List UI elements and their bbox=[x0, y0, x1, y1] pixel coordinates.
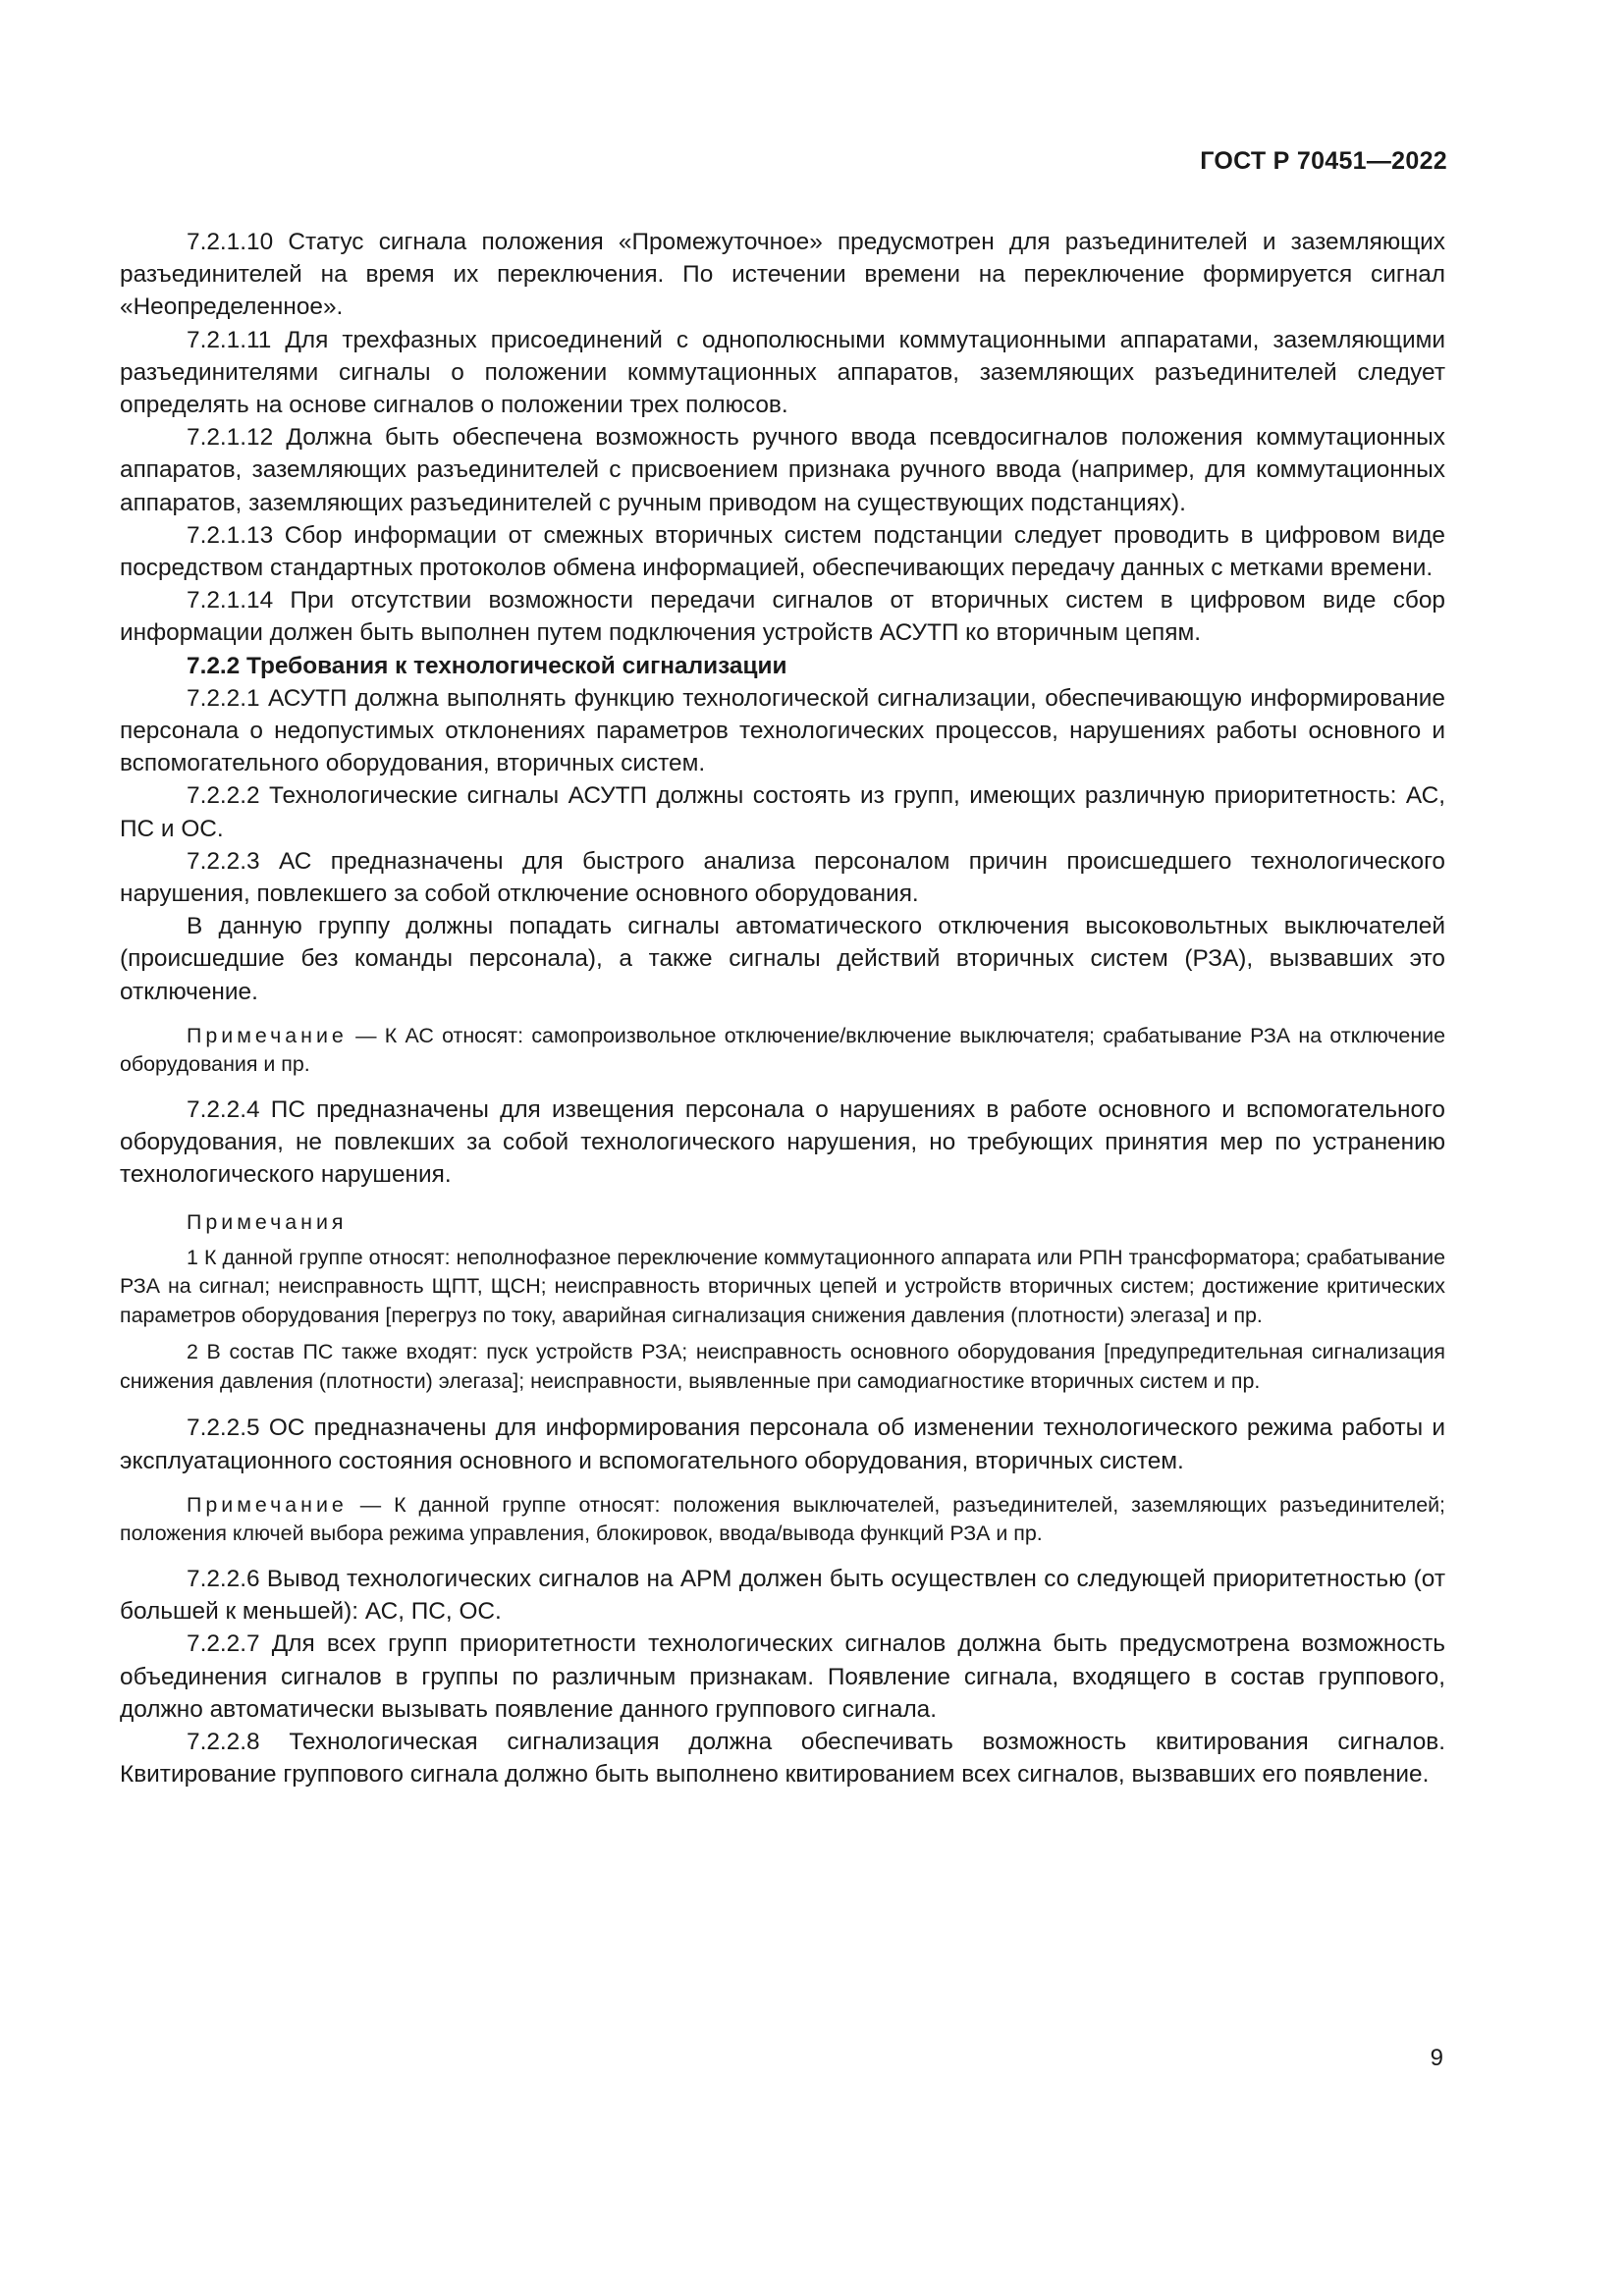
paragraph-7-2-2-4: 7.2.2.4 ПС предназначены для извещения персонала о нарушениях в работе основного и вспомогательного оборудования, не повлекших за собой технологического нарушения, но требующих принятия мер по устранению технологического нарушения. bbox=[120, 1095, 1445, 1189]
paragraph-7-2-2-1: 7.2.2.1 АСУТП должна выполнять функцию технологической сигнализации, обеспечивающую информирование персонала о недопустимых отклонениях параметров технологических процессов, нарушениях работы основного и вспомогательного оборудования, вторичных систем. bbox=[120, 684, 1445, 777]
paragraph-7-2-2-3-continued: В данную группу должны попадать сигналы автоматического отключения высоковольтных выключателей (происшедшие без команды персонала), а также сигналы действий вторичных систем (РЗА), вызвавших это отключение. bbox=[120, 913, 1445, 1005]
note-label: Примечание bbox=[187, 1492, 348, 1517]
paragraph-7-2-2-6: 7.2.2.6 Вывод технологических сигналов на АРМ должен быть осуществлен со следующей приоритетностью (от большей к меньшей): АС, ПС, ОС. bbox=[120, 1565, 1445, 1626]
paragraph-7-2-2-5: 7.2.2.5 ОС предназначены для информирования персонала об изменении технологического режима работы и эксплуатационного состояния основного и вспомогательного оборудования, вторичных систем. bbox=[120, 1415, 1445, 1474]
note-label: Примечание bbox=[187, 1023, 348, 1047]
paragraph-7-2-2-2: 7.2.2.2 Технологические сигналы АСУТП должны состоять из групп, имеющих различную приоритетность: АС, ПС и ОС. bbox=[120, 782, 1445, 842]
section-heading-7-2-2: 7.2.2 Требования к технологической сигнализации bbox=[187, 652, 787, 679]
paragraph-7-2-2-8: 7.2.2.8 Технологическая сигнализация должна обеспечивать возможность квитирования сигналов. Квитирование группового сигнала должно быть выполнено квитированием всех сигналов, вызвавших его появление. bbox=[120, 1728, 1445, 1789]
page-number: 9 bbox=[1430, 2045, 1443, 2071]
note-text: — К данной группе относят: положения выключателей, разъединителей, заземляющих разъединителей; положения ключей выбора режима управления, блокировок, ввода/вывода функций РЗА и пр. bbox=[120, 1492, 1445, 1546]
paragraph-7-2-2-7: 7.2.2.7 Для всех групп приоритетности технологических сигналов должна быть предусмотрена возможность объединения сигналов в группы по различным признакам. Появление сигнала, входящего в состав группового, должно автоматически вызывать появление данного группового сигнала. bbox=[120, 1630, 1445, 1723]
paragraph-7-2-1-13: 7.2.1.13 Сбор информации от смежных вторичных систем подстанции следует проводить в цифровом виде посредством стандартных протоколов обмена информацией, обеспечивающих передачу данных с метками времени. bbox=[120, 521, 1445, 582]
note-ps-2: 2 В состав ПС также входят: пуск устройств РЗА; неисправность основного оборудования [предупредительная сигнализация снижения давления (плотности) элегаза]; неисправности, выявленные при самодиагностике вторичных систем и пр. bbox=[120, 1340, 1445, 1393]
notes-label: Примечания bbox=[187, 1210, 348, 1235]
note-os bbox=[120, 1491, 1445, 1549]
paragraph-7-2-1-12: 7.2.1.12 Должна быть обеспечена возможность ручного ввода псевдосигналов положения коммутационных аппаратов, заземляющих разъединителей с присвоением признака ручного ввода (например, для коммутационных аппаратов, заземляющих разъединителей с ручным приводом на существующих подстанциях). bbox=[120, 424, 1445, 516]
note-as bbox=[120, 1022, 1445, 1080]
paragraph-7-2-2-3: 7.2.2.3 АС предназначены для быстрого анализа персоналом причин происшедшего технологического нарушения, повлекшего за собой отключение основного оборудования. bbox=[120, 847, 1445, 908]
page-body bbox=[120, 226, 1445, 1790]
paragraph-7-2-1-11: 7.2.1.11 Для трехфазных присоединений с однополюсными коммутационными аппаратами, заземляющими разъединителями сигналы о положении коммутационных аппаратов, заземляющих разъединителей следует определять на основе сигналов о положении трех полюсов. bbox=[120, 326, 1445, 419]
paragraph-7-2-1-10: 7.2.1.10 Статус сигнала положения «Промежуточное» предусмотрен для разъединителей и заземляющих разъединителей на время их переключения. По истечении времени на переключение формируется сигнал «Неопределенное». bbox=[120, 229, 1445, 321]
paragraph-7-2-1-14: 7.2.1.14 При отсутствии возможности передачи сигналов от вторичных систем в цифровом виде сбор информации должен быть выполнен путем подключения устройств АСУТП ко вторичным цепям. bbox=[120, 587, 1445, 647]
document-standard-number: ГОСТ Р 70451—2022 bbox=[1200, 147, 1447, 175]
note-text: — К АС относят: самопроизвольное отключение/включение выключателя; срабатывание РЗА на отключение оборудования и пр. bbox=[120, 1023, 1445, 1077]
note-ps-1: 1 К данной группе относят: неполнофазное переключение коммутационного аппарата или РПН трансформатора; срабатывание РЗА на сигнал; неисправность ЩПТ, ЩСН; неисправность вторичных цепей и устройств вторичных систем; достижение критических параметров оборудования [перегруз по току, аварийная сигнализация снижения давления (плотности) элегаза] и пр. bbox=[120, 1245, 1445, 1327]
